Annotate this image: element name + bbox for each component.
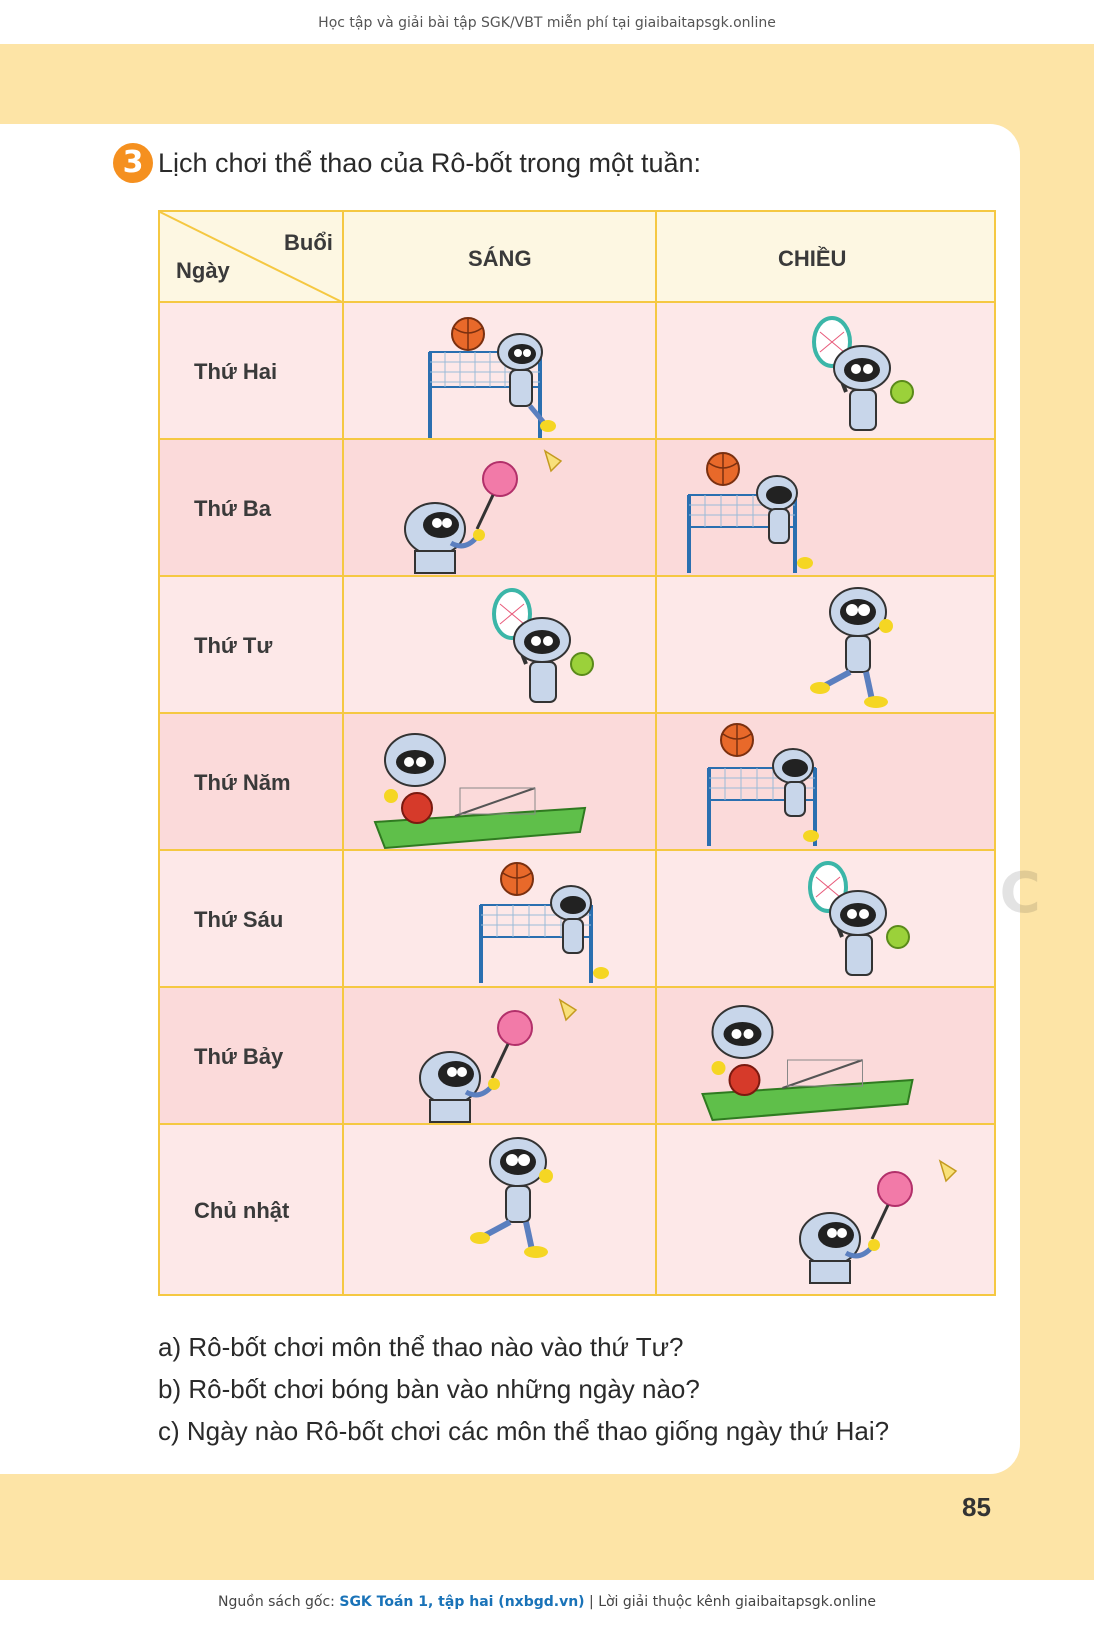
day-label-sunday: Chủ nhật (194, 1198, 290, 1223)
volleyball-icon (685, 447, 845, 573)
badminton-icon (780, 1157, 980, 1283)
tennis-icon (490, 584, 600, 710)
volleyball-icon (430, 312, 600, 438)
football-icon (460, 1132, 570, 1258)
page-number: 85 (962, 1492, 991, 1522)
exercise-title: Lịch chơi thể thao của Rô-bốt trong một tuần: (158, 148, 702, 178)
day-label-monday: Thứ Hai (194, 359, 278, 384)
day-label-thursday: Thứ Năm (194, 770, 291, 795)
footer-suffix: | Lời giải thuộc kênh giaibaitapsgk.online (584, 1594, 876, 1610)
day-label-saturday: Thứ Bảy (194, 1044, 284, 1069)
table-divider (655, 212, 657, 1294)
table-divider (160, 575, 994, 577)
table-divider (160, 986, 994, 988)
column-header-morning: SÁNG (468, 246, 532, 271)
tennis-icon (806, 857, 916, 983)
footer-text (0, 1594, 1094, 1610)
question-c: c) Ngày nào Rô-bốt chơi các môn thể thao giống ngày thứ Hai? (158, 1416, 890, 1446)
volleyball-icon (685, 720, 845, 846)
table-tennis-icon (365, 722, 590, 848)
footer-banner (0, 1580, 1094, 1626)
table-divider (160, 712, 994, 714)
corner-label-day: Ngày (176, 258, 230, 283)
table-divider (160, 849, 994, 851)
sports-schedule-table (158, 210, 996, 1296)
table-divider (160, 438, 994, 440)
top-banner (0, 0, 1094, 44)
table-divider (160, 1123, 994, 1125)
table-divider (342, 212, 344, 1294)
footer-source-link[interactable]: SGK Toán 1, tập hai (nxbgd.vn) (339, 1594, 585, 1610)
day-label-wednesday: Thứ Tư (194, 633, 273, 658)
exercise-number-badge: 3 (113, 143, 153, 183)
football-icon (800, 582, 910, 708)
footer-prefix: Nguồn sách gốc: (218, 1594, 340, 1610)
tennis-icon (810, 312, 920, 438)
question-a: a) Rô-bốt chơi môn thể thao nào vào thứ Tư? (158, 1332, 684, 1362)
day-label-friday: Thứ Sáu (194, 907, 284, 932)
table-tennis-icon (690, 994, 920, 1120)
header-text: Học tập và giải bài tập SGK/VBT miễn phí tại giaibaitapsgk.online (318, 15, 776, 31)
badminton-icon (385, 447, 585, 573)
volleyball-icon (475, 857, 645, 983)
badminton-icon (400, 996, 600, 1122)
day-label-tuesday: Thứ Ba (194, 496, 272, 521)
question-b: b) Rô-bốt chơi bóng bàn vào những ngày nào? (158, 1374, 700, 1404)
corner-diagonal (160, 212, 342, 302)
column-header-afternoon: CHIỀU (778, 246, 847, 271)
corner-label-session: Buổi (284, 230, 333, 255)
